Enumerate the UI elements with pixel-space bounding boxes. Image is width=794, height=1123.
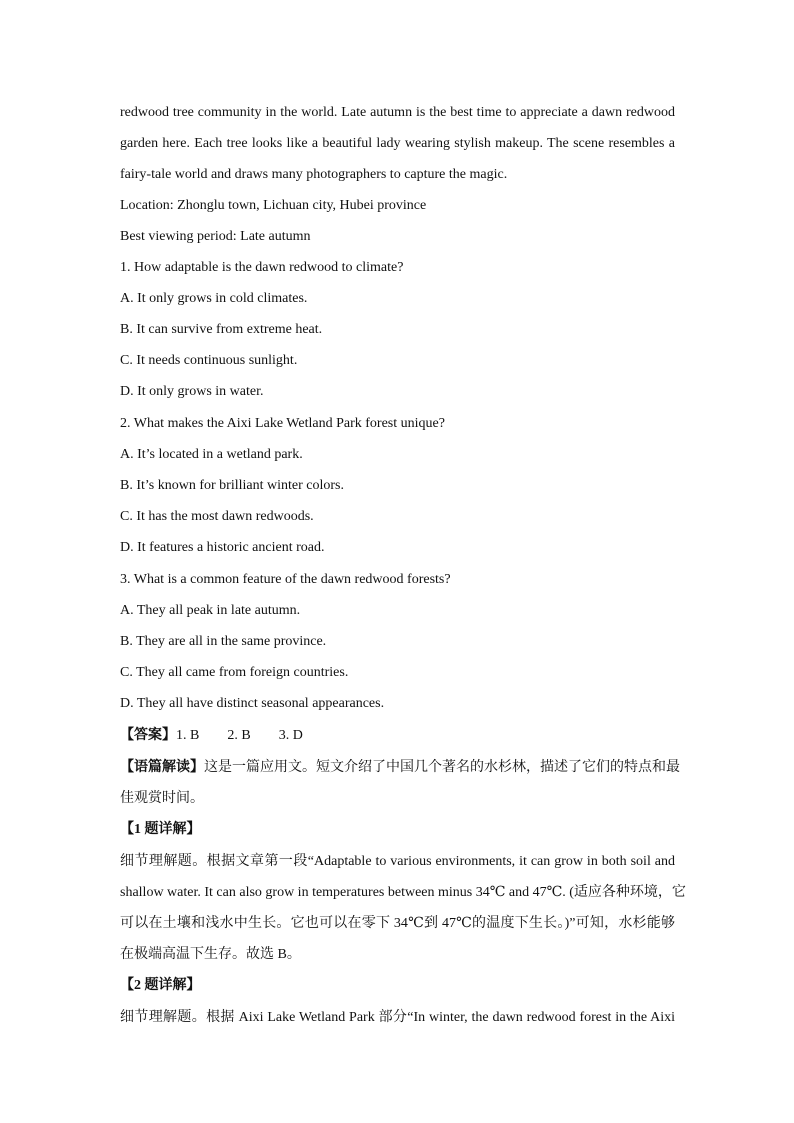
reading-line-1 — [120, 758, 680, 778]
answer-line — [120, 726, 675, 746]
detail-1-line-2: shallow water. It can also grow in temperatures between minus 34℃ and 47℃. (适应各种环境，它 — [120, 885, 686, 900]
reading-line-2: 佳观赏时间。 — [120, 791, 204, 806]
passage-line-3: fairy-tale world and draws many photographers to capture the magic. — [120, 167, 508, 182]
reading-text-1: 这是一篇应用文。短文介绍了中国几个著名的水杉林，描述了它们的特点和最 — [204, 760, 680, 775]
question-2-option-b: B. It’s known for brilliant winter colors. — [120, 478, 344, 493]
detail-1-line-1: 细节理解题。根据文章第一段“Adaptable to various environments, it can grow in both soil and — [120, 854, 675, 869]
detail-1-heading: 【1 题详解】 — [120, 822, 201, 837]
question-1-option-d: D. It only grows in water. — [120, 384, 264, 399]
answer-label: 【答案】 — [120, 728, 176, 743]
detail-1-line-3: 可以在土壤和浅水中生长。它也可以在零下 34℃到 47℃的温度下生长。)”可知，水杉能够 — [120, 916, 675, 931]
question-3-option-a: A. They all peak in late autumn. — [120, 603, 301, 618]
question-1-option-a: A. It only grows in cold climates. — [120, 291, 308, 306]
question-2-stem: 2. What makes the Aixi Lake Wetland Park forest unique? — [120, 416, 445, 431]
question-1-option-c: C. It needs continuous sunlight. — [120, 353, 298, 368]
reading-label: 【语篇解读】 — [120, 760, 204, 775]
question-2-option-d: D. It features a historic ancient road. — [120, 540, 325, 555]
question-1-stem: 1. How adaptable is the dawn redwood to climate? — [120, 260, 404, 275]
location-line: Location: Zhonglu town, Lichuan city, Hubei province — [120, 198, 427, 213]
answer-item-1: 1. B — [176, 728, 200, 743]
question-3-option-c: C. They all came from foreign countries. — [120, 665, 349, 680]
question-3-stem: 3. What is a common feature of the dawn redwood forests? — [120, 572, 451, 587]
answer-item-2: 2. B — [227, 728, 251, 743]
question-2-option-a: A. It’s located in a wetland park. — [120, 447, 303, 462]
answer-item-3: 3. D — [278, 728, 303, 743]
detail-2-heading: 【2 题详解】 — [120, 978, 201, 993]
passage-line-2: garden here. Each tree looks like a beautiful lady wearing stylish makeup. The scene resembles a — [120, 136, 675, 151]
question-1-option-b: B. It can survive from extreme heat. — [120, 322, 323, 337]
detail-2-line-1: 细节理解题。根据 Aixi Lake Wetland Park 部分“In winter, the dawn redwood forest in the Aixi — [120, 1010, 675, 1025]
question-2-option-c: C. It has the most dawn redwoods. — [120, 509, 314, 524]
passage-line-1: redwood tree community in the world. Late autumn is the best time to appreciate a dawn redwood — [120, 105, 675, 120]
question-3-option-d: D. They all have distinct seasonal appearances. — [120, 696, 385, 711]
question-3-option-b: B. They are all in the same province. — [120, 634, 327, 649]
detail-1-line-4: 在极端高温下生存。故选 B。 — [120, 947, 301, 962]
viewing-period-line: Best viewing period: Late autumn — [120, 229, 311, 244]
